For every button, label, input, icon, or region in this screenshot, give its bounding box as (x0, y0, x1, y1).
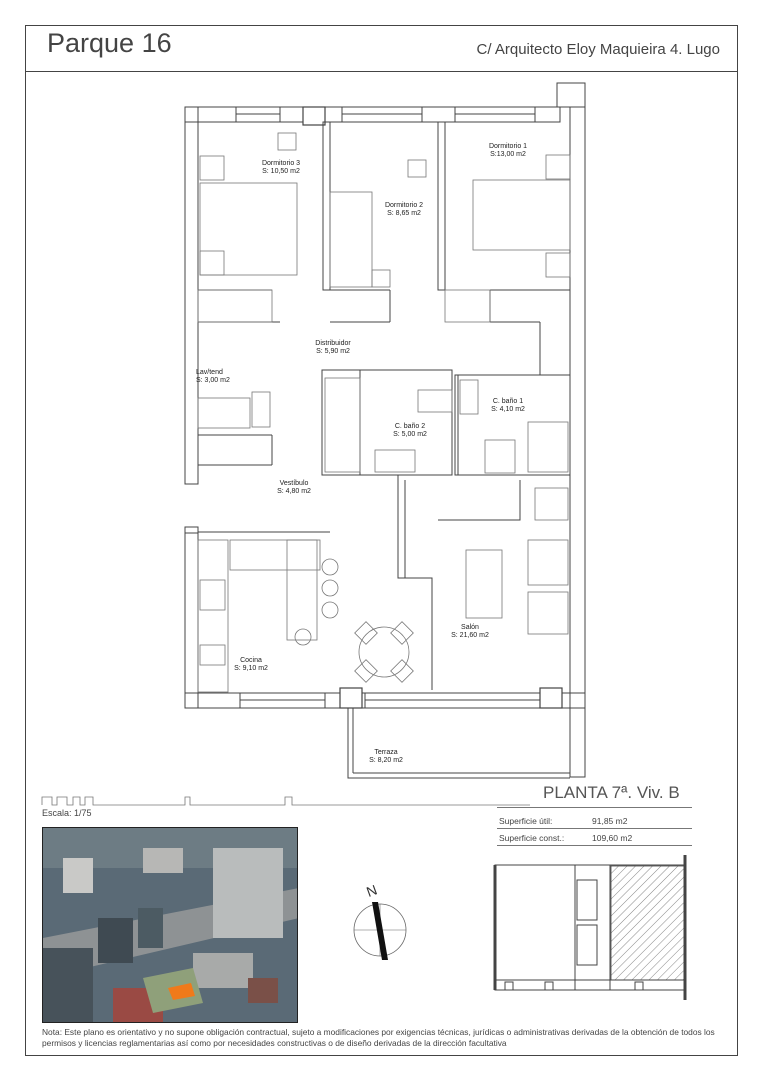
room-name: Salón (461, 624, 479, 631)
room-name: Cocina (240, 657, 262, 664)
room-label-dormitorio-1 (482, 143, 534, 159)
unit-highlight (611, 866, 684, 980)
plan-title: PLANTA 7ª. Viv. B (543, 783, 680, 802)
wall-west-lower (185, 530, 198, 708)
scale-label: Escala: 1/75 (42, 808, 92, 818)
room-name: Dormitorio 2 (384, 202, 424, 209)
room-name: Dormitorio 3 (261, 160, 301, 167)
room-area: S: 21,60 m2 (451, 632, 489, 639)
surface-value: 91,85 m2 (592, 816, 628, 826)
room-area: S: 4,10 m2 (491, 406, 525, 413)
surface-rule (497, 807, 692, 808)
room-area: S: 8,65 m2 (387, 210, 421, 217)
scale-bar-divider (40, 795, 535, 807)
room-area: S: 9,10 m2 (234, 665, 268, 672)
room-name: Dormitorio 1 (488, 143, 528, 150)
north-arrow-icon (345, 880, 415, 970)
project-address: C/ Arquitecto Eloy Maquieira 4. Lugo (476, 41, 720, 58)
room-area: S: 10,50 m2 (262, 168, 300, 175)
legal-note: Nota: Este plano es orientativo y no supone obligación contractual, sujeto a modificaciones por exigencias técnicas, jurídicas o administrativas derivadas de la obtención de todos los permisos y licencias reglamentarias así como por necesidades constructivas o de diseño derivadas de la dirección facultativa (42, 1027, 715, 1048)
room-area: S: 4,80 m2 (277, 488, 311, 495)
room-name: C. baño 1 (492, 398, 524, 405)
room-label-salon (444, 624, 496, 640)
room-label-bano-2 (384, 423, 436, 439)
wall-corner-ne (557, 83, 585, 107)
room-label-bano-1 (482, 398, 534, 414)
surface-label: Superficie const.: (499, 833, 565, 843)
key-plan (485, 855, 695, 1005)
room-label-dormitorio-2 (378, 202, 430, 218)
room-label-terraza (360, 749, 412, 765)
room-area: S: 3,00 m2 (196, 377, 230, 384)
room-label-vestibulo (268, 480, 320, 496)
surface-rule (497, 828, 692, 829)
surface-rule (497, 845, 692, 846)
north-letter: N (364, 881, 380, 900)
project-title: Parque 16 (47, 28, 172, 58)
room-name: Terraza (374, 749, 398, 756)
room-area: S: 5,90 m2 (316, 348, 350, 355)
wall-west-upper (185, 107, 198, 484)
room-area: S: 5,00 m2 (393, 431, 427, 438)
surface-value: 109,60 m2 (592, 833, 633, 843)
room-name: Distribuidor (315, 340, 351, 347)
room-label-cocina (225, 657, 277, 673)
wall-east (570, 107, 585, 777)
room-name: Lav/tend (196, 369, 223, 376)
room-name: C. baño 2 (394, 423, 426, 430)
room-area: S: 8,20 m2 (369, 757, 403, 764)
room-name: Vestíbulo (279, 480, 309, 487)
room-label-distribuidor (307, 340, 359, 356)
surface-label: Superficie útil: (499, 816, 553, 826)
room-label-lav-tend (196, 369, 246, 385)
aerial-photo (42, 827, 298, 1023)
room-label-dormitorio-3 (255, 160, 307, 176)
room-area: S:13,00 m2 (490, 151, 526, 158)
